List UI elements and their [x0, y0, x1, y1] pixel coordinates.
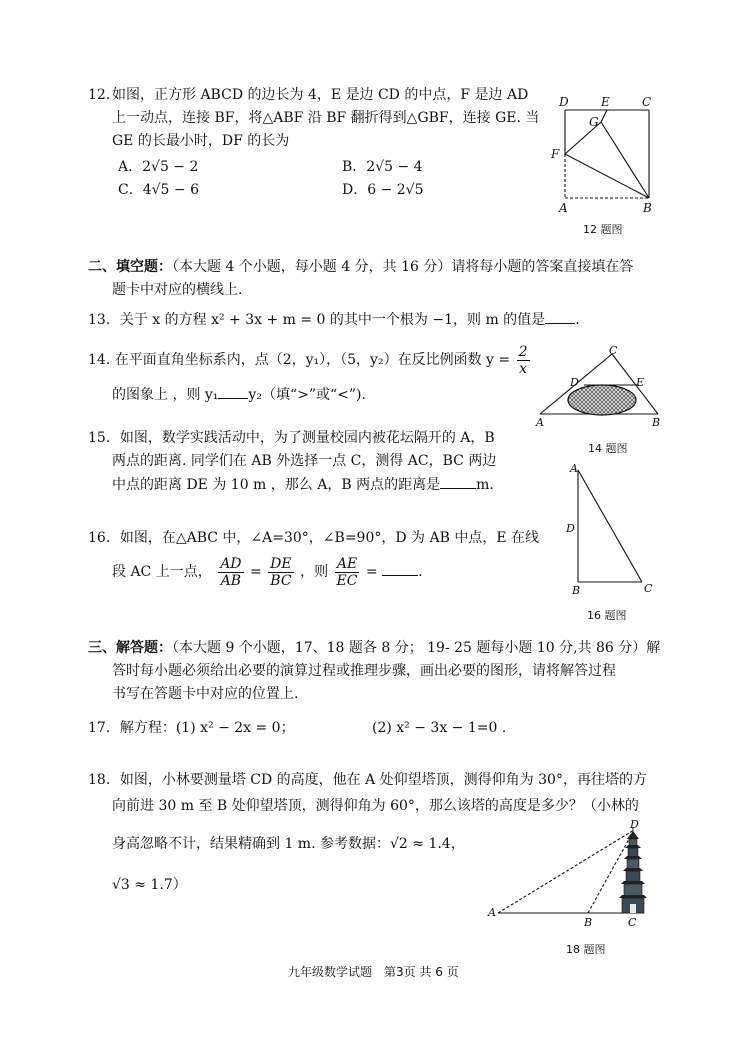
q16-figure	[560, 460, 660, 598]
q17-part2: (2) x² − 3x − 1=0 .	[372, 720, 507, 736]
q17-part1: 解方程：(1) x² − 2x = 0；	[119, 720, 295, 736]
q12-line2: 上一动点，连接 BF，将△ABF 沿 BF 翻折得到△GBF，连接 GE. 当	[112, 110, 540, 126]
q12-option-d: D．6 − 2√5	[342, 182, 424, 198]
q16-text2a: 段 AC 上一点，	[112, 564, 212, 580]
q16-label-c: C	[644, 582, 653, 595]
q12-label-b: B	[643, 201, 652, 214]
q15-number: 15．	[88, 430, 120, 446]
q12-label-f: F	[551, 147, 560, 161]
q12-option-a: A．2√5 − 2	[118, 159, 199, 175]
q15-answer-blank	[440, 474, 476, 489]
q18-number: 18．	[88, 772, 120, 788]
q17-line	[88, 718, 295, 738]
section2-text2: 题卡中对应的横线上.	[112, 282, 243, 298]
q16-label-b: B	[572, 584, 581, 597]
q14-figure	[532, 344, 667, 430]
section3-text2: 答时每小题必须给出必要的演算过程或推理步骤，画出必要的图形，请将解答过程	[112, 663, 616, 679]
q12-label-g: G	[589, 115, 599, 129]
q16-end: .	[418, 564, 423, 580]
q16-side-ac	[578, 470, 642, 582]
q12-label-c: C	[642, 95, 652, 109]
q13-end: .	[575, 312, 580, 328]
q14-line2	[112, 384, 366, 405]
q18-line3: 身高忽略不计，结果精确到 1 m. 参考数据：√2 ≈ 1.4，	[112, 836, 465, 852]
q16-text1: 如图，在△ABC 中，∠A=30°，∠B=90°，D 为 AB 中点，E 在线	[119, 530, 540, 546]
q16-equals: =	[249, 564, 262, 580]
q14-answer-blank	[218, 384, 248, 399]
pagoda-icon	[619, 827, 647, 913]
q16-line2	[112, 552, 423, 592]
q16-f2-num: DE	[270, 555, 292, 572]
q15-text3b: m.	[476, 477, 494, 493]
section3-text3: 书写在答题卡中对应的位置上.	[112, 686, 299, 702]
section2-text1: （本大题 4 个小题，每小题 4 分，共 16 分）请将每小题的答案直接填在答	[172, 259, 634, 275]
q14-label-d: D	[570, 376, 579, 389]
q17-number: 17．	[88, 720, 120, 736]
section3-text1: （本大题 9 个小题，17、18 题各 8 分； 19- 25 题每小题 10 分,共 86 分）解	[172, 640, 661, 656]
q16-label-a: A	[570, 462, 578, 475]
q18-sight-a	[498, 830, 634, 913]
q12-figure	[545, 92, 660, 214]
q18-line2: 向前进 30 m 至 B 处仰望塔顶，测得仰角为 60°，那么该塔的高度是多少？（小林的	[112, 798, 639, 814]
q14-text2a: 的图象上 ，则 y₁	[112, 387, 219, 403]
q12-line-gb	[601, 122, 649, 198]
q16-f2-den: BC	[270, 572, 292, 589]
page-footer: 九年级数学试题 第3页 共 6 页	[288, 965, 459, 979]
q15-text3a: 中点的距离 DE 为 10 m ，那么 A，B 两点的距离是	[112, 477, 441, 493]
q14-frac-num: 2	[518, 343, 528, 360]
q16-equals2: =	[365, 564, 378, 580]
q16-fraction-ad-ab	[218, 556, 243, 589]
section3-heading	[88, 638, 660, 658]
q14-flowerbed	[568, 385, 636, 415]
q14-frac-den: x	[519, 360, 527, 377]
q12-label-d: D	[559, 95, 569, 109]
q12-line-fb	[565, 154, 649, 198]
q15-text1: 如图，数学实践活动中，为了测量校园内被花坛隔开的 A，B	[119, 430, 495, 446]
q16-answer-blank	[382, 561, 418, 576]
q16-caption: 16 题图	[587, 609, 627, 622]
q14-label-a: A	[536, 416, 544, 429]
q18-label-b: B	[584, 916, 593, 929]
q12-line1: 如图，正方形 ABCD 的边长为 4，E 是边 CD 的中点，F 是边 AD	[112, 87, 529, 103]
q13-answer-blank	[545, 309, 575, 324]
q12-number: 12．	[88, 87, 120, 103]
q16-fraction-de-bc	[268, 556, 293, 589]
q18-caption: 18 题图	[566, 943, 606, 956]
q14-label-c: C	[609, 344, 618, 357]
q12-label-a: A	[559, 201, 568, 214]
section2-title: 二、填空题：	[88, 259, 172, 275]
q18-line4: √3 ≈ 1.7）	[112, 877, 187, 893]
q16-f1-num: AD	[220, 555, 242, 572]
q12-line3: GE 的长最小时，DF 的长为	[112, 133, 290, 149]
q13-text: 关于 x 的方程 x² + 3x + m = 0 的其中一个根为 −1，则 m 的值是	[119, 312, 546, 328]
q16-f3-num: AE	[336, 555, 358, 572]
q14-text1: 在平面直角坐标系内，点（2，y₁），（5，y₂）在反比例函数 y =	[114, 352, 511, 368]
q12-option-c: C．4√5 − 6	[118, 182, 199, 198]
q18-label-a: A	[488, 906, 496, 919]
q14-caption: 14 题图	[588, 442, 628, 455]
q16-fraction-ae-ec	[335, 556, 360, 589]
q18-label-d: D	[630, 818, 639, 831]
q14-fraction	[517, 344, 530, 377]
q12-line-ge	[601, 110, 607, 122]
q16-then: ，则	[300, 564, 329, 580]
q16-line1	[88, 528, 539, 548]
q15-line3	[112, 474, 494, 495]
q12-option-b: B．2√5 − 4	[342, 159, 423, 175]
q13-line	[88, 309, 580, 330]
q18-label-c: C	[628, 916, 637, 929]
q15-line1	[88, 428, 495, 448]
q18-figure	[484, 818, 664, 933]
section2-heading	[88, 257, 633, 277]
q14-text2b: y₂（填“>”或“<”).	[248, 387, 366, 403]
q14-number: 14.	[88, 352, 111, 368]
q12-label-e: E	[601, 95, 610, 109]
q15-line2: 两点的距离. 同学们在 AB 外选择一点 C，测得 AC，BC 两边	[112, 453, 497, 469]
q16-number: 16．	[88, 530, 120, 546]
q18-text1: 如图，小林要测量塔 CD 的高度，他在 A 处仰望塔顶，测得仰角为 30°，再往塔的方	[119, 772, 647, 788]
section3-title: 三、解答题：	[88, 640, 172, 656]
q16-label-d: D	[566, 522, 575, 535]
q14-line1	[88, 340, 532, 380]
q12-caption: 12 题图	[583, 223, 623, 236]
q14-label-e: E	[636, 376, 645, 389]
q13-number: 13．	[88, 312, 120, 328]
q16-f1-den: AB	[220, 572, 242, 589]
q18-line1	[88, 770, 647, 790]
q16-f3-den: EC	[336, 572, 358, 589]
q14-label-b: B	[652, 416, 661, 429]
